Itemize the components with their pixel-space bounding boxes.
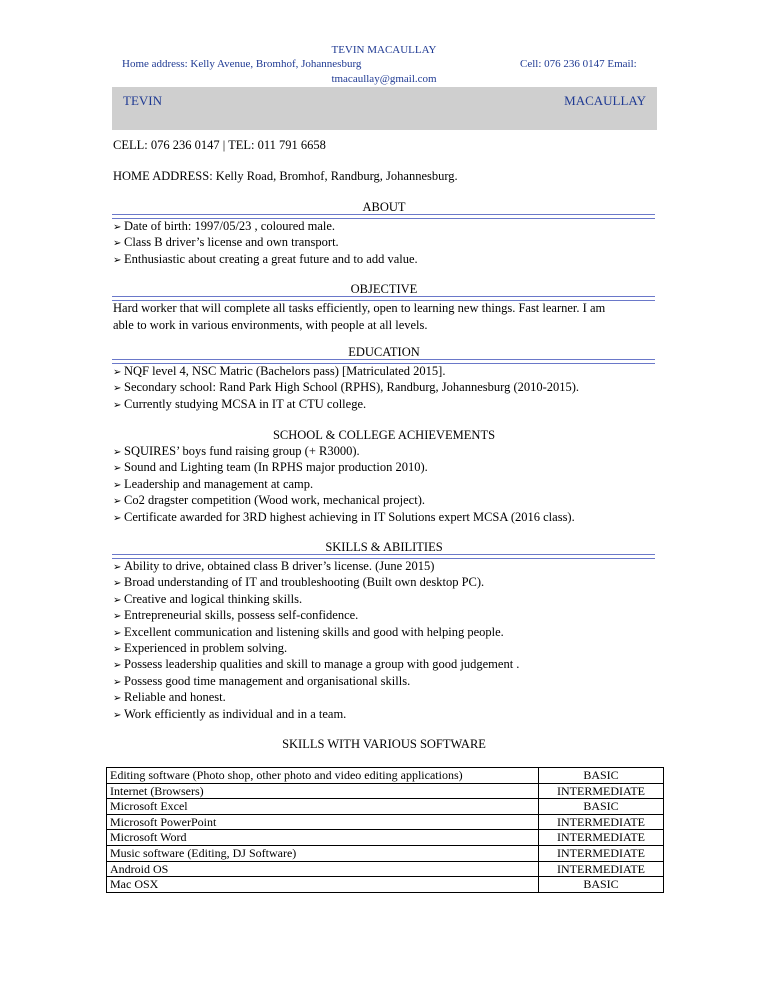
list-item bbox=[113, 443, 575, 459]
arrow-bullet-icon: ➢ bbox=[113, 496, 122, 508]
arrow-bullet-icon: ➢ bbox=[113, 611, 122, 623]
list-item bbox=[113, 656, 519, 672]
list-item-text: Creative and logical thinking skills. bbox=[124, 591, 303, 606]
table-row bbox=[107, 845, 664, 861]
table-row bbox=[107, 830, 664, 846]
list-item bbox=[113, 591, 519, 607]
list-item-text: Secondary school: Rand Park High School (RPHS), Randburg, Johannesburg (2010-2015). bbox=[124, 380, 580, 395]
list-item bbox=[113, 640, 519, 656]
list-item bbox=[113, 396, 579, 412]
list-item-text: Date of birth: 1997/05/23 , coloured male. bbox=[124, 219, 336, 233]
education-list bbox=[113, 363, 579, 412]
list-item bbox=[113, 234, 418, 250]
header-address: Home address: Kelly Avenue, Bromhof, Johannesburg bbox=[122, 58, 362, 70]
section-title-skills: SKILLS & ABILITIES bbox=[325, 540, 443, 554]
list-item bbox=[113, 689, 519, 705]
section-title-software: SKILLS WITH VARIOUS SOFTWARE bbox=[282, 737, 486, 751]
arrow-bullet-icon: ➢ bbox=[113, 383, 122, 395]
arrow-bullet-icon: ➢ bbox=[113, 594, 122, 606]
software-name-cell: Editing software (Photo shop, other photo and video editing applications) bbox=[107, 768, 539, 784]
software-level-cell: INTERMEDIATE bbox=[539, 845, 664, 861]
arrow-bullet-icon: ➢ bbox=[113, 578, 122, 590]
arrow-bullet-icon: ➢ bbox=[113, 643, 122, 655]
list-item bbox=[113, 379, 579, 395]
arrow-bullet-icon: ➢ bbox=[113, 562, 122, 573]
list-item-text: Work efficiently as individual and in a team. bbox=[124, 706, 347, 721]
software-name-cell: Microsoft Excel bbox=[107, 799, 539, 815]
list-item-text: Possess leadership qualities and skill to manage a group with good judgement . bbox=[124, 657, 520, 672]
software-level-cell: INTERMEDIATE bbox=[539, 783, 664, 799]
list-item-text: Experienced in problem solving. bbox=[124, 640, 288, 655]
arrow-bullet-icon: ➢ bbox=[113, 660, 122, 672]
table-row bbox=[107, 861, 664, 877]
list-item bbox=[113, 607, 519, 623]
software-name-cell: Microsoft Word bbox=[107, 830, 539, 846]
software-level-cell: BASIC bbox=[539, 799, 664, 815]
last-name: MACAULLAY bbox=[564, 93, 646, 108]
arrow-bullet-icon: ➢ bbox=[113, 447, 122, 458]
contact-phones: CELL: 076 236 0147 | TEL: 011 791 6658 bbox=[113, 138, 326, 152]
list-item-text: Reliable and honest. bbox=[124, 690, 226, 705]
list-item bbox=[113, 363, 579, 379]
list-item-text: Certificate awarded for 3RD highest achieving in IT Solutions expert MCSA (2016 class). bbox=[124, 509, 575, 524]
arrow-bullet-icon: ➢ bbox=[113, 479, 122, 491]
name-bar bbox=[112, 87, 657, 130]
software-level-cell: INTERMEDIATE bbox=[539, 814, 664, 830]
software-level-cell: INTERMEDIATE bbox=[539, 861, 664, 877]
software-name-cell: Android OS bbox=[107, 861, 539, 877]
arrow-bullet-icon: ➢ bbox=[113, 676, 122, 688]
list-item bbox=[113, 218, 418, 234]
list-item bbox=[113, 509, 575, 525]
objective-line: Hard worker that will complete all tasks efficiently, open to learning new things. Fast learner. I am bbox=[113, 301, 606, 315]
table-row bbox=[107, 768, 664, 784]
software-level-cell: BASIC bbox=[539, 877, 664, 893]
arrow-bullet-icon: ➢ bbox=[113, 254, 122, 266]
arrow-bullet-icon: ➢ bbox=[113, 367, 122, 378]
list-item-text: Co2 dragster competition (Wood work, mechanical project). bbox=[124, 493, 425, 508]
list-item bbox=[113, 624, 519, 640]
first-name: TEVIN bbox=[123, 93, 162, 108]
arrow-bullet-icon: ➢ bbox=[113, 709, 122, 721]
achievements-list bbox=[113, 443, 575, 525]
table-row bbox=[107, 799, 664, 815]
list-item bbox=[113, 492, 575, 508]
software-level-cell: BASIC bbox=[539, 768, 664, 784]
list-item-text: Entrepreneurial skills, possess self-confidence. bbox=[124, 608, 359, 623]
table-row bbox=[107, 783, 664, 799]
arrow-bullet-icon: ➢ bbox=[113, 222, 122, 233]
list-item-text: Excellent communication and listening skills and good with helping people. bbox=[124, 624, 504, 639]
arrow-bullet-icon: ➢ bbox=[113, 693, 122, 705]
arrow-bullet-icon: ➢ bbox=[113, 399, 122, 411]
table-row bbox=[107, 814, 664, 830]
header-title: TEVIN MACAULLAY bbox=[331, 44, 437, 56]
software-table bbox=[106, 767, 664, 893]
list-item bbox=[113, 574, 519, 590]
about-list bbox=[113, 218, 418, 267]
list-item-text: Leadership and management at camp. bbox=[124, 476, 314, 491]
arrow-bullet-icon: ➢ bbox=[113, 627, 122, 639]
header-cell: Cell: 076 236 0147 Email: bbox=[520, 58, 637, 70]
list-item-text: Broad understanding of IT and troubleshooting (Built own desktop PC). bbox=[124, 575, 485, 590]
list-item bbox=[113, 459, 575, 475]
section-title-objective: OBJECTIVE bbox=[350, 282, 418, 296]
software-level-cell: INTERMEDIATE bbox=[539, 830, 664, 846]
list-item-text: Sound and Lighting team (In RPHS major production 2010). bbox=[124, 460, 428, 475]
list-item bbox=[113, 558, 519, 574]
skills-list bbox=[113, 558, 519, 722]
software-name-cell: Music software (Editing, DJ Software) bbox=[107, 845, 539, 861]
list-item-text: SQUIRES’ boys fund raising group (+ R3000). bbox=[124, 444, 360, 458]
software-name-cell: Mac OSX bbox=[107, 877, 539, 893]
list-item-text: Currently studying MCSA in IT at CTU college. bbox=[124, 396, 367, 411]
section-title-achievements: SCHOOL & COLLEGE ACHIEVEMENTS bbox=[272, 428, 496, 442]
list-item bbox=[113, 251, 418, 267]
list-item-text: Enthusiastic about creating a great future and to add value. bbox=[124, 251, 418, 266]
list-item-text: Class B driver’s license and own transport. bbox=[124, 235, 339, 250]
table-row bbox=[107, 877, 664, 893]
list-item bbox=[113, 673, 519, 689]
list-item bbox=[113, 476, 575, 492]
list-item-text: Ability to drive, obtained class B driver’s license. (June 2015) bbox=[124, 559, 435, 573]
list-item-text: Possess good time management and organisational skills. bbox=[124, 673, 411, 688]
list-item-text: NQF level 4, NSC Matric (Bachelors pass) [Matriculated 2015]. bbox=[124, 364, 446, 378]
software-name-cell: Internet (Browsers) bbox=[107, 783, 539, 799]
header-email: tmacaullay@gmail.com bbox=[331, 73, 437, 85]
arrow-bullet-icon: ➢ bbox=[113, 512, 122, 524]
list-item bbox=[113, 706, 519, 722]
objective-line: able to work in various environments, with people at all levels. bbox=[113, 317, 428, 332]
objective-text bbox=[113, 300, 653, 333]
software-name-cell: Microsoft PowerPoint bbox=[107, 814, 539, 830]
contact-home-address: HOME ADDRESS: Kelly Road, Bromhof, Randburg, Johannesburg. bbox=[113, 169, 458, 183]
section-title-about: ABOUT bbox=[362, 200, 406, 214]
arrow-bullet-icon: ➢ bbox=[113, 463, 122, 475]
section-title-education: EDUCATION bbox=[348, 345, 420, 359]
arrow-bullet-icon: ➢ bbox=[113, 238, 122, 250]
